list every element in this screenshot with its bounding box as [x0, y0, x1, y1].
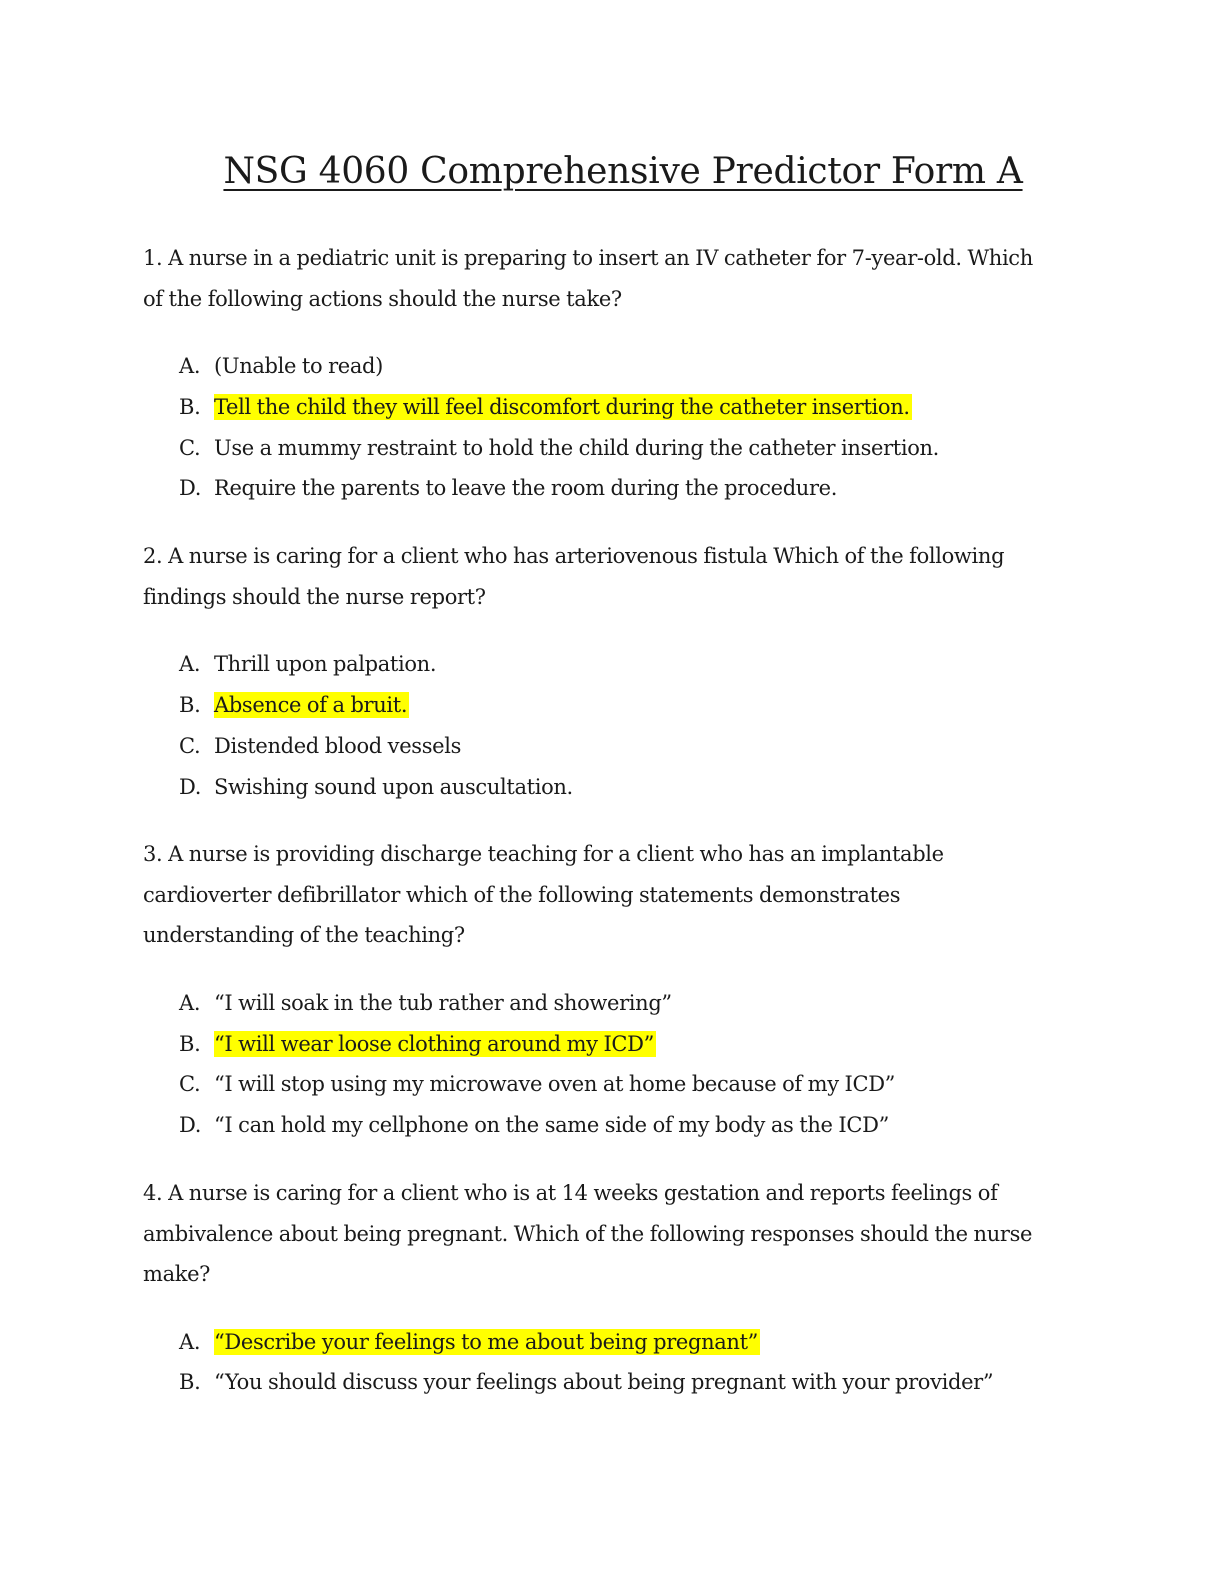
- page-title: NSG 4060 Comprehensive Predictor Form A: [223, 151, 1023, 192]
- question-1: 1. A nurse in a pediatric unit is preparing to insert an IV catheter for 7-year-old. Which of the following actions should the nurse take?: [143, 246, 1033, 311]
- highlighted-answer: Absence of a bruit.: [214, 693, 408, 718]
- option-3a: A. “I will soak in the tub rather and showering”: [179, 990, 672, 1015]
- spacer: [143, 807, 1083, 834]
- highlighted-answer: Tell the child they will feel discomfort during the catheter insertion.: [214, 395, 910, 420]
- spacer: [143, 509, 1083, 536]
- options-list-1: [143, 346, 1083, 509]
- question-4: 4. A nurse is caring for a client who is at 14 weeks gestation and reports feelings of ambivalence about being pregnant. Which of the following responses should the nurse make?: [143, 1181, 1033, 1287]
- highlighted-answer: “Describe your feelings to me about being pregnant”: [214, 1329, 759, 1354]
- option-3c: C. “I will stop using my microwave oven at home because of my ICD”: [179, 1072, 896, 1097]
- option-1a: A. (Unable to read): [179, 354, 383, 378]
- option-3d: D. “I can hold my cellphone on the same side of my body as the ICD”: [179, 1113, 889, 1138]
- option-2a: A. Thrill upon palpation.: [179, 652, 437, 677]
- option-1b: B. Tell the child they will feel discomfort during the catheter insertion.: [179, 394, 910, 420]
- option-2b: B. Absence of a bruit.: [179, 692, 408, 718]
- options-list-4: [143, 1322, 1083, 1404]
- question-3: 3. A nurse is providing discharge teaching for a client who has an implantable cardioverter defibrillator which of the following statements demonstrates understanding of the teaching?: [143, 842, 944, 948]
- options-list-2: [143, 644, 1083, 807]
- option-4b: B. “You should discuss your feelings about being pregnant with your provider”: [179, 1370, 994, 1395]
- document-page: [143, 148, 1083, 1403]
- spacer: [143, 1146, 1083, 1173]
- option-3b: B. “I will wear loose clothing around my ICD”: [179, 1031, 655, 1057]
- option-1c: C. Use a mummy restraint to hold the child during the catheter insertion.: [179, 435, 940, 460]
- highlighted-answer: “I will wear loose clothing around my ICD”: [214, 1032, 655, 1057]
- question-2: 2. A nurse is caring for a client who has arteriovenous fistula Which of the following findings should the nurse report?: [143, 544, 1005, 609]
- option-1d: D. Require the parents to leave the room during the procedure.: [179, 476, 838, 501]
- options-list-3: [143, 983, 1083, 1146]
- option-2c: C. Distended blood vessels: [179, 733, 461, 758]
- option-2d: D. Swishing sound upon auscultation.: [179, 774, 573, 799]
- option-4a: A. “Describe your feelings to me about being pregnant”: [179, 1329, 759, 1354]
